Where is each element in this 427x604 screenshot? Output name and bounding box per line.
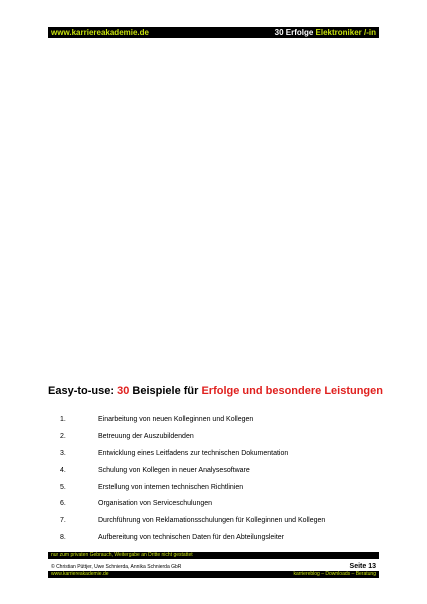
list-item-text: Aufbereitung von technischen Daten für den Abteilungsleiter — [98, 534, 285, 542]
list-item-text: Schulung von Kollegen in neuer Analysesoftware — [98, 466, 250, 474]
list-item-text: Entwicklung eines Leitfadens zur technischen Dokumentation — [98, 449, 289, 457]
list-item — [60, 412, 325, 429]
list-item-number: 3. — [60, 449, 66, 457]
list-item-number: 5. — [60, 483, 66, 491]
footer-notice: nur zum privaten Gebrauch, Weitergabe an Dritte nicht gestattet — [51, 552, 193, 558]
header-bar — [48, 27, 379, 38]
list-item-number: 1. — [60, 416, 66, 423]
header-title-prefix: 30 Erfolge — [274, 28, 316, 37]
list-item-number: 4. — [60, 466, 66, 474]
list-item — [60, 496, 325, 513]
list-item-text: Einarbeitung von neuen Kolleginnen und Kollegen — [98, 416, 254, 423]
section-title — [48, 385, 383, 397]
footer-links-bar — [48, 571, 379, 578]
list-item-number: 2. — [60, 432, 66, 440]
list-item — [60, 429, 325, 446]
section-title-highlight: Erfolge und besondere Leistungen — [201, 385, 383, 397]
header-site-link[interactable]: www.karriereakademie.de — [51, 28, 149, 37]
footer-copyright: © Christian Püttjer, Uwe Schnierda, Annika Schnierda GbR — [51, 563, 182, 570]
list-item — [60, 480, 325, 497]
list-item — [60, 530, 325, 547]
list-item-number: 6. — [60, 500, 66, 508]
footer-nav-links[interactable]: karriereblog – Downloads – Beratung — [293, 571, 376, 577]
header-title — [275, 27, 376, 38]
list-item-number: 7. — [60, 517, 66, 525]
list-item-number: 8. — [60, 534, 66, 542]
list-item-text: Durchführung von Reklamationsschulungen für Kolleginnen und Kollegen — [98, 517, 326, 525]
section-title-part1: Easy-to-use: — [48, 385, 118, 397]
footer-info — [48, 562, 379, 571]
list-item-text: Erstellung von internen technischen Richtlinien — [98, 483, 244, 491]
list-item — [60, 463, 325, 480]
page-number: Seite 13 — [349, 563, 376, 570]
achievements-list — [60, 412, 325, 547]
footer-site-link[interactable]: www.karriereakademie.de — [51, 571, 109, 577]
header-title-accent: Elektroniker /-in — [315, 28, 376, 37]
list-item-text: Organisation von Serviceschulungen — [98, 500, 213, 508]
footer-notice-bar — [48, 552, 379, 559]
list-item — [60, 446, 325, 463]
list-item-text: Betreuung der Auszubildenden — [98, 432, 194, 440]
section-title-part2: Beispiele für — [129, 385, 202, 397]
section-title-number: 30 — [117, 385, 130, 397]
list-item — [60, 513, 325, 530]
